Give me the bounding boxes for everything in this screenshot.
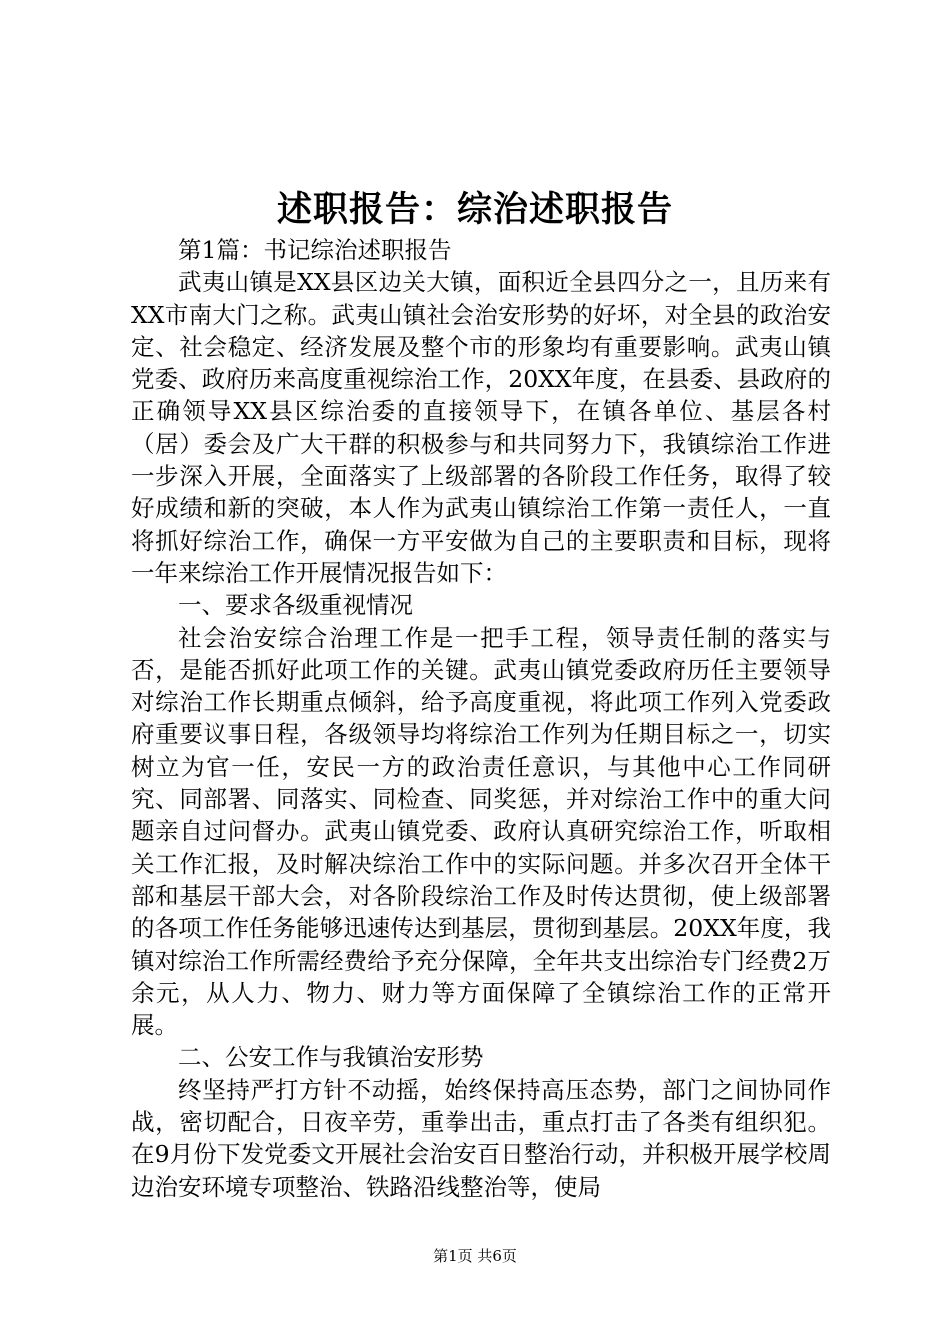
document-body	[131, 234, 831, 1203]
body-paragraph: 武夷山镇是XX县区边关大镇，面积近全县四分之一，且历来有XX市南大门之称。武夷山镇社会治安形势的好坏，对全县的政治安定、社会稳定、经济发展及整个市的形象均有重要影响。武夷山镇党委、政府历来高度重视综治工作，20XX年度，在县委、县政府的正确领导XX县区综治委的直接领导下，在镇各单位、基层各村（居）委会及广大干群的积极参与和共同努力下，我镇综治工作进一步深入开展，全面落实了上级部署的各阶段工作任务，取得了较好成绩和新的突破，本人作为武夷山镇综治工作第一责任人，一直将抓好综治工作，确保一方平安做为自己的主要职责和目标，现将一年来综治工作开展情况报告如下：	[131, 268, 831, 587]
section-heading: 二、公安工作与我镇治安形势	[178, 1043, 484, 1072]
section-heading: 第1篇：书记综治述职报告	[178, 236, 452, 264]
section-heading: 一、要求各级重视情况	[178, 591, 413, 620]
body-paragraph: 社会治安综合治理工作是一把手工程，领导责任制的落实与否，是能否抓好此项工作的关键。武夷山镇党委政府历任主要领导对综治工作长期重点倾斜，给予高度重视，将此项工作列入党委政府重要议事日程，各级领导均将综治工作列为任期目标之一，切实树立为官一任，安民一方的政治责任意识，与其他中心工作同研究、同部署、同落实、同检查、同奖惩，并对综治工作中的重大问题亲自过问督办。武夷山镇党委、政府认真研究综治工作，听取相关工作汇报，及时解决综治工作中的实际问题。并多次召开全体干部和基层干部大会，对各阶段综治工作及时传达贯彻，使上级部署的各项工作任务能够迅速传达到基层，贯彻到基层。20XX年度，我镇对综治工作所需经费给予充分保障，全年共支出综治专门经费2万余元，从人力、物力、财力等方面保障了全镇综治工作的正常开展。	[131, 623, 831, 1040]
body-paragraph: 终坚持严打方针不动摇，始终保持高压态势，部门之间协同作战，密切配合，日夜辛劳，重拳出击，重点打击了各类有组织犯。在9月份下发党委文开展社会治安百日整治行动，并积极开展学校周边治安环境专项整治、铁路沿线整治等，使局	[131, 1075, 831, 1201]
page-title: 述职报告：综治述职报告	[276, 189, 673, 230]
page-number-footer: 第1页 共6页	[433, 1247, 517, 1265]
